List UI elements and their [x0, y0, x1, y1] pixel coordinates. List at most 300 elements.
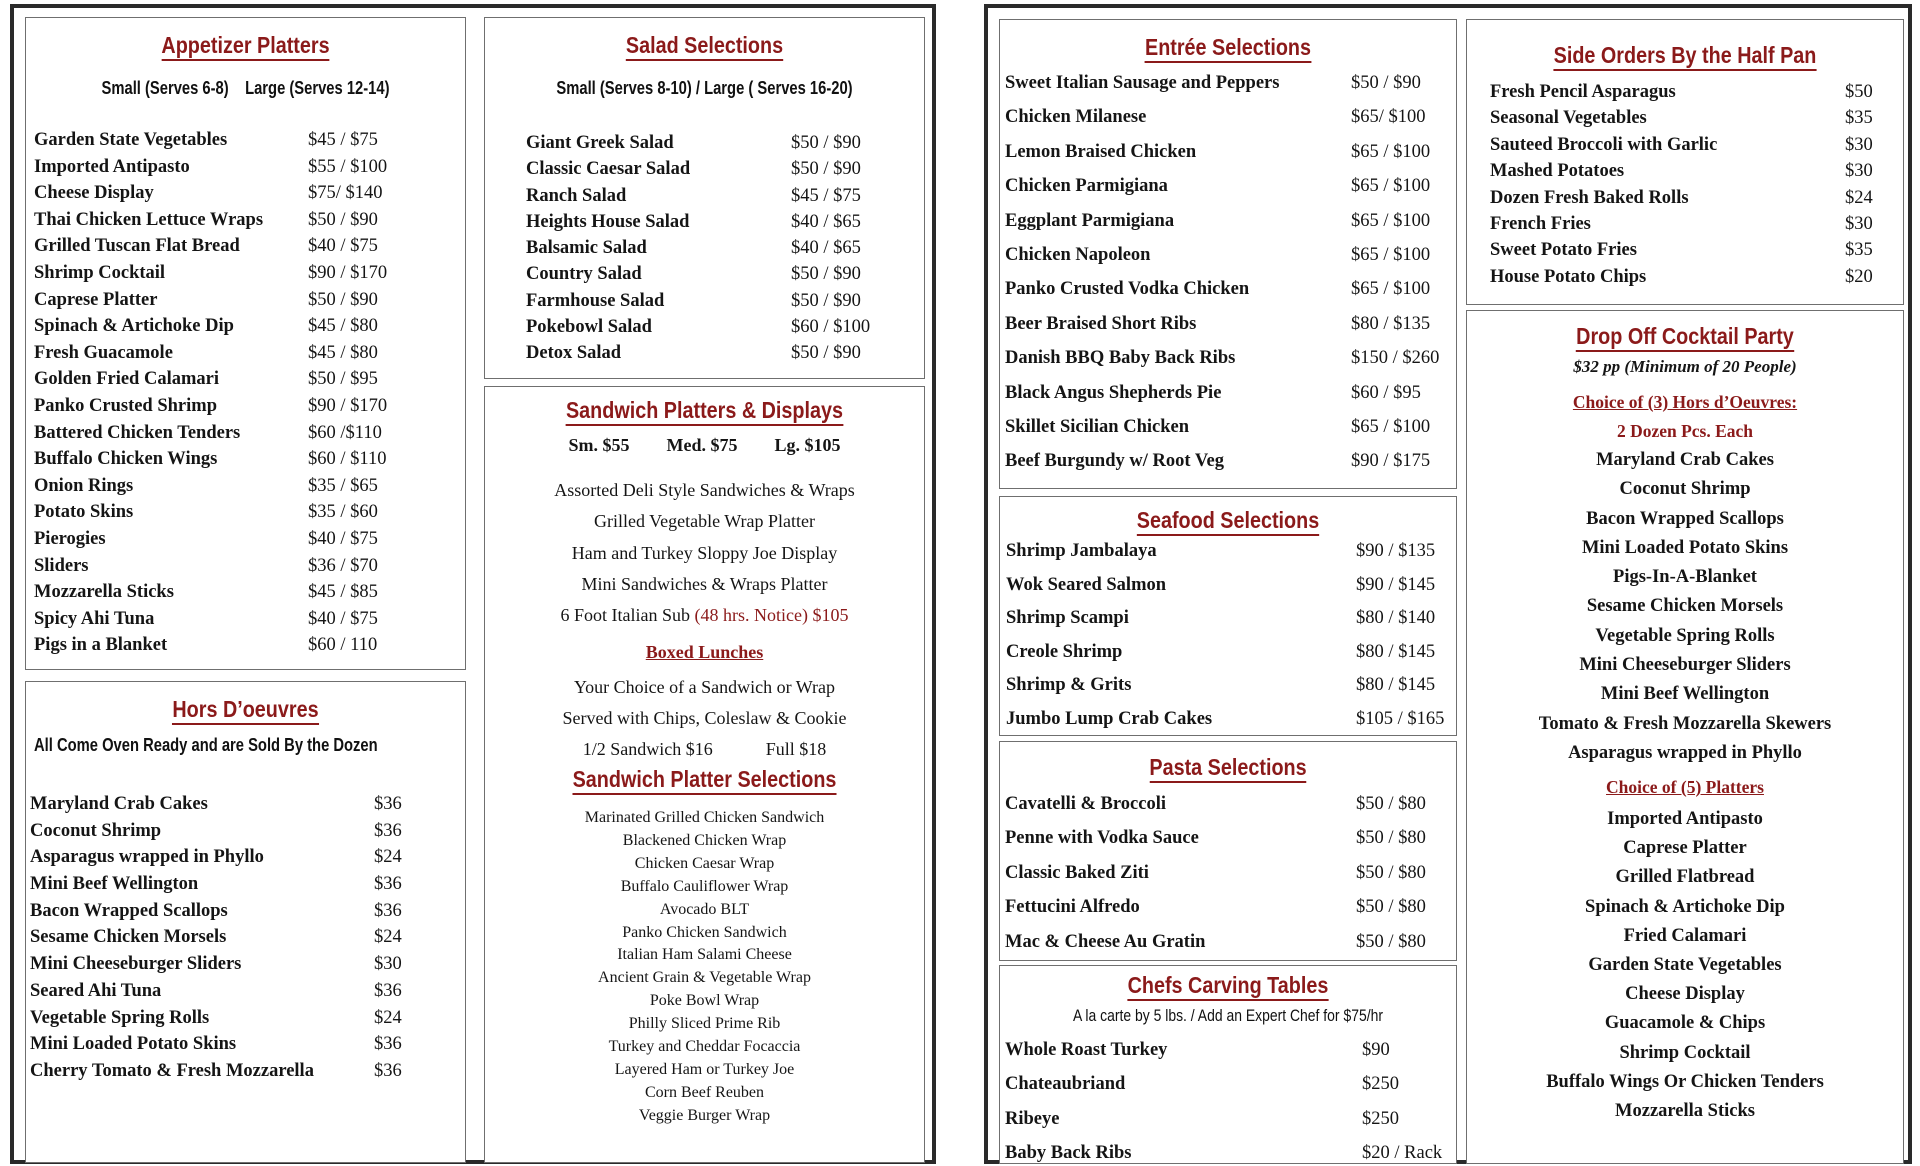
menu-item-price: $105 / $165: [1356, 708, 1445, 729]
sandwich-selection-item: Blackened Chicken Wrap: [622, 831, 787, 849]
menu-item-row: [485, 264, 924, 290]
section-subtitle: Small (Serves 8-10) / Large ( Serves 16-20): [556, 78, 853, 98]
menu-item-price: $50 / $90: [791, 159, 861, 180]
section-title: Entrée Selections: [1032, 34, 1424, 61]
menu-item-row: [1000, 314, 1456, 348]
cocktail-platter-item: Shrimp Cocktail: [1619, 1042, 1751, 1063]
menu-item-row: [26, 1034, 465, 1061]
menu-item-row: [26, 1008, 465, 1035]
menu-item-price: $65 / $100: [1351, 244, 1431, 265]
menu-item-row: [1000, 932, 1456, 961]
menu-item-name: Buffalo Chicken Wings: [34, 449, 218, 470]
menu-item-row: [485, 238, 924, 264]
menu-item-name: Panko Crusted Vodka Chicken: [1005, 279, 1250, 300]
menu-item-row: [26, 396, 465, 423]
cocktail-platter-item: Spinach & Artichoke Dip: [1585, 896, 1785, 917]
section-subtitle: All Come Oven Ready and are Sold By the Dozen: [34, 735, 378, 755]
sandwich-selection-item: Avocado BLT: [659, 900, 750, 918]
menu-item-price: $40 / $75: [308, 608, 378, 629]
menu-item-name: Jumbo Lump Crab Cakes: [1006, 708, 1213, 729]
seafood-list: [1000, 541, 1456, 736]
menu-item-row: [26, 981, 465, 1008]
menu-item-row: [26, 183, 465, 210]
menu-item-price: $50 / $80: [1356, 794, 1426, 814]
menu-item-row: [26, 874, 465, 901]
sandwich-selection-item: Italian Ham Salami Cheese: [617, 946, 792, 964]
menu-item-price: $40 / $65: [791, 238, 861, 259]
menu-item-name: Bacon Wrapped Scallops: [30, 900, 228, 921]
menu-item-price: $45 / $75: [308, 130, 378, 150]
boxed-lunches-heading: Boxed Lunches: [645, 642, 764, 662]
menu-item-row: [1000, 73, 1456, 107]
cocktail-platter-item: Grilled Flatbread: [1615, 867, 1755, 888]
menu-item-price: $20 / Rack: [1362, 1143, 1443, 1164]
menu-item-price: $40 / $65: [791, 211, 861, 232]
section-subtitle: Small (Serves 6-8) Large (Serves 12-14): [101, 78, 390, 98]
menu-item-row: [26, 476, 465, 503]
menu-item-price: $50 / $90: [791, 264, 861, 285]
menu-item-row: [26, 263, 465, 290]
menu-item-name: Potato Skins: [34, 502, 134, 523]
boxed-lunch-prices: 1/2 Sandwich $16 Full $18: [582, 739, 827, 759]
salad-selections-section: [484, 17, 925, 379]
menu-item-row: [1000, 245, 1456, 279]
menu-item-row: [26, 821, 465, 848]
menu-item-row: [1000, 828, 1456, 862]
menu-item-name: Mozzarella Sticks: [34, 582, 174, 603]
menu-item-row: [26, 556, 465, 583]
entree-selections-section: [999, 19, 1457, 489]
display-item: Assorted Deli Style Sandwiches & Wraps: [554, 480, 855, 500]
menu-item-name: Lemon Braised Chicken: [1005, 141, 1197, 162]
menu-item-price: $50 / $90: [308, 209, 378, 230]
menu-item-price: $35 / $60: [308, 502, 378, 523]
menu-item-row: [1000, 675, 1456, 709]
menu-item-price: $36: [374, 900, 402, 921]
menu-item-row: [26, 130, 465, 157]
menu-item-price: $45 / $80: [308, 316, 378, 337]
menu-item-price: $75/ $140: [308, 183, 383, 204]
menu-item-row: [1000, 417, 1456, 451]
sandwich-selection-item: Panko Chicken Sandwich: [622, 923, 787, 941]
menu-item-price: $90 / $170: [308, 395, 388, 416]
menu-item-name: Panko Crusted Shrimp: [34, 395, 217, 416]
menu-item-price: $65/ $100: [1351, 107, 1426, 128]
menu-item-name: Black Angus Shepherds Pie: [1005, 382, 1222, 403]
menu-item-name: Penne with Vodka Sauce: [1005, 828, 1199, 849]
platters-choice-heading: Choice of (5) Platters: [1606, 777, 1764, 797]
menu-item-name: Dozen Fresh Baked Rolls: [1490, 187, 1689, 208]
cocktail-hors-item: Mini Loaded Potato Skins: [1581, 537, 1789, 558]
menu-item-price: $250: [1362, 1074, 1399, 1095]
section-title: Hors D’oeuvres: [57, 696, 435, 723]
menu-item-price: $90 / $145: [1356, 574, 1436, 595]
menu-item-row: [1467, 240, 1903, 266]
menu-item-row: [1000, 575, 1456, 609]
menu-item-row: [1000, 794, 1456, 828]
display-item: Ham and Turkey Sloppy Joe Display: [571, 542, 838, 563]
appetizer-list: [26, 130, 465, 662]
menu-item-price: $50 / $80: [1356, 828, 1426, 849]
menu-item-row: [1000, 211, 1456, 245]
menu-item-price: $36: [374, 1034, 402, 1055]
cocktail-hors-item: Tomato & Fresh Mozzarella Skewers: [1538, 713, 1832, 734]
menu-item-row: [1000, 383, 1456, 417]
menu-item-name: Country Salad: [526, 264, 642, 285]
menu-item-name: Garden State Vegetables: [34, 130, 228, 150]
cocktail-platter-item: Guacamole & Chips: [1604, 1013, 1766, 1034]
menu-item-name: French Fries: [1490, 213, 1591, 234]
menu-item-name: Skillet Sicilian Chicken: [1005, 416, 1190, 437]
menu-item-name: Pokebowl Salad: [526, 317, 652, 338]
chefs-carving-section: [999, 965, 1457, 1164]
menu-item-price: $36: [374, 980, 402, 1001]
menu-item-price: $30: [1845, 134, 1873, 155]
menu-item-name: Sweet Potato Fries: [1490, 240, 1637, 261]
menu-item-name: Danish BBQ Baby Back Ribs: [1005, 348, 1236, 369]
menu-item-name: Balsamic Salad: [526, 238, 647, 259]
menu-item-row: [26, 927, 465, 954]
menu-item-name: Beef Burgundy w/ Root Veg: [1005, 451, 1224, 472]
menu-item-name: Shrimp Cocktail: [34, 262, 166, 283]
menu-item-row: [26, 369, 465, 396]
menu-item-name: Shrimp & Grits: [1006, 675, 1132, 696]
carving-list: [1000, 1040, 1456, 1164]
cocktail-hors-item: Mini Beef Wellington: [1600, 684, 1770, 705]
menu-item-row: [26, 954, 465, 981]
cocktail-platter-item: Buffalo Wings Or Chicken Tenders: [1546, 1071, 1824, 1092]
menu-item-row: [485, 291, 924, 317]
menu-item-name: Baby Back Ribs: [1005, 1143, 1132, 1164]
menu-item-price: $24: [374, 1007, 402, 1028]
menu-item-name: Cheese Display: [34, 183, 154, 204]
menu-item-name: Seared Ahi Tuna: [30, 980, 162, 1001]
menu-item-price: $36: [374, 820, 402, 841]
menu-item-price: $65 / $100: [1351, 176, 1431, 197]
menu-item-name: Giant Greek Salad: [526, 133, 674, 153]
menu-item-name: Cherry Tomato & Fresh Mozzarella: [30, 1060, 314, 1081]
menu-item-name: Pigs in a Blanket: [34, 635, 168, 656]
menu-item-row: [26, 210, 465, 237]
menu-item-name: House Potato Chips: [1490, 266, 1647, 287]
sandwich-selection-item: Layered Ham or Turkey Joe: [614, 1060, 795, 1078]
menu-item-name: Eggplant Parmigiana: [1005, 210, 1175, 231]
menu-item-row: [26, 343, 465, 370]
menu-item-name: Beer Braised Short Ribs: [1005, 313, 1197, 334]
boxed-lunches-details: Your Choice of a Sandwich or Wrap Served with Chips, Coleslaw & Cookie 1/2 Sandwich $16 Full $18: [485, 672, 924, 765]
menu-item-row: [1000, 608, 1456, 642]
menu-item-name: Whole Roast Turkey: [1005, 1040, 1168, 1060]
menu-item-name: Golden Fried Calamari: [34, 369, 219, 390]
section-title: Drop Off Cocktail Party: [1498, 323, 1873, 350]
side-orders-section: [1466, 19, 1904, 305]
menu-item-name: Classic Caesar Salad: [526, 159, 691, 180]
menu-item-price: $50 / $80: [1356, 931, 1426, 952]
section-title: Sandwich Platters & Displays: [516, 397, 894, 424]
menu-item-row: [1467, 188, 1903, 214]
cocktail-hors-item: Coconut Shrimp: [1619, 479, 1751, 500]
menu-item-price: $45 / $80: [308, 342, 378, 363]
menu-item-row: [1000, 1074, 1456, 1108]
menu-page-right: [984, 4, 1912, 1164]
cocktail-platter-item: Cheese Display: [1625, 984, 1745, 1005]
menu-item-row: [485, 343, 924, 369]
menu-item-price: $35: [1845, 240, 1873, 261]
menu-item-name: Shrimp Scampi: [1006, 608, 1129, 629]
menu-item-price: $90 / $170: [308, 262, 388, 283]
menu-item-row: [1000, 642, 1456, 676]
menu-item-price: $50 / $90: [1351, 73, 1421, 93]
menu-item-row: [1000, 348, 1456, 382]
menu-item-row: [26, 236, 465, 263]
sandwich-platters-section: [484, 386, 925, 1163]
menu-item-row: [26, 609, 465, 636]
menu-item-name: Shrimp Jambalaya: [1006, 541, 1157, 561]
menu-item-name: Sesame Chicken Morsels: [30, 927, 227, 948]
menu-item-price: $55 / $100: [308, 156, 388, 177]
cocktail-hors-list: [1467, 446, 1903, 768]
menu-item-name: Thai Chicken Lettuce Wraps: [34, 209, 264, 230]
menu-item-price: $65 / $100: [1351, 210, 1431, 231]
notice-text: (48 hrs. Notice) $105: [694, 605, 849, 626]
seafood-selections-section: [999, 496, 1457, 736]
menu-item-row: [1000, 541, 1456, 575]
menu-item-price: $50 / $90: [791, 290, 861, 311]
menu-item-name: Caprese Platter: [34, 289, 158, 310]
menu-item-price: $60 / $110: [308, 449, 387, 470]
menu-item-price: $250: [1362, 1108, 1399, 1129]
menu-item-price: $65 / $100: [1351, 141, 1431, 162]
menu-item-price: $80 / $145: [1356, 641, 1436, 662]
menu-item-price: $60 / $100: [791, 317, 871, 338]
menu-item-name: Ranch Salad: [526, 185, 627, 206]
menu-item-row: [1000, 1143, 1456, 1164]
section-subtitle: A la carte by 5 lbs. / Add an Expert Chef for $75/hr: [1073, 1006, 1383, 1025]
menu-item-name: Sliders: [34, 555, 89, 576]
menu-item-name: Mini Beef Wellington: [30, 874, 199, 895]
menu-item-name: Chateaubriand: [1005, 1074, 1126, 1095]
menu-item-price: $60 /$110: [308, 422, 382, 443]
price-per-person: $32 pp (Minimum of 20 People): [1573, 357, 1797, 376]
hors-choice-note: 2 Dozen Pcs. Each: [1616, 421, 1754, 441]
menu-item-row: [1467, 267, 1903, 293]
menu-item-price: $45 / $75: [791, 185, 861, 206]
menu-item-name: Chicken Milanese: [1005, 107, 1147, 128]
section-title: Pasta Selections: [1032, 754, 1424, 781]
appetizer-platters-section: [25, 17, 466, 670]
menu-item-name: Grilled Tuscan Flat Bread: [34, 236, 240, 257]
section-title: Chefs Carving Tables: [1032, 972, 1424, 999]
menu-item-price: $35 / $65: [308, 475, 378, 496]
menu-item-name: Fresh Guacamole: [34, 342, 173, 363]
menu-item-price: $20: [1845, 266, 1873, 287]
menu-item-name: Cavatelli & Broccoli: [1005, 794, 1166, 814]
menu-item-row: [1000, 1109, 1456, 1143]
menu-item-row: [1000, 897, 1456, 931]
menu-item-name: Spinach & Artichoke Dip: [34, 316, 234, 337]
hors-doeuvres-section: [25, 681, 466, 1163]
menu-item-row: [1467, 82, 1903, 108]
menu-item-name: Farmhouse Salad: [526, 290, 665, 311]
menu-item-row: [1467, 161, 1903, 187]
menu-item-name: Creole Shrimp: [1006, 641, 1123, 662]
menu-item-row: [26, 529, 465, 556]
sandwich-displays-list: [485, 475, 924, 631]
menu-item-name: Imported Antipasto: [34, 156, 190, 177]
menu-item-name: Fettucini Alfredo: [1005, 897, 1140, 918]
menu-item-name: Coconut Shrimp: [30, 820, 162, 841]
menu-item-name: Battered Chicken Tenders: [34, 422, 241, 443]
cocktail-platter-item: Fried Calamari: [1623, 925, 1747, 946]
menu-item-row: [26, 316, 465, 343]
menu-item-row: [1000, 279, 1456, 313]
menu-item-row: [1467, 214, 1903, 240]
pasta-selections-section: [999, 741, 1457, 961]
menu-item-price: $40 / $75: [308, 236, 378, 257]
menu-item-row: [26, 157, 465, 184]
menu-item-name: Mac & Cheese Au Gratin: [1005, 931, 1206, 952]
menu-item-row: [1000, 1040, 1456, 1074]
sandwich-selection-item: Buffalo Cauliflower Wrap: [620, 877, 789, 895]
menu-item-price: $35: [1845, 108, 1873, 129]
side-orders-list: [1467, 82, 1903, 293]
menu-item-name: Chicken Napoleon: [1005, 244, 1151, 265]
sandwich-sizes: [485, 435, 924, 456]
menu-item-price: $90: [1362, 1040, 1390, 1060]
cocktail-hors-item: Sesame Chicken Morsels: [1586, 596, 1784, 617]
cocktail-hors-item: Maryland Crab Cakes: [1596, 450, 1774, 470]
menu-item-price: $65 / $100: [1351, 416, 1431, 437]
cocktail-hors-item: Bacon Wrapped Scallops: [1586, 508, 1784, 529]
menu-item-name: Classic Baked Ziti: [1005, 862, 1149, 883]
menu-item-row: [26, 449, 465, 476]
menu-item-name: Asparagus wrapped in Phyllo: [30, 847, 264, 868]
menu-item-name: Wok Seared Salmon: [1006, 574, 1167, 595]
section-title: Seafood Selections: [1032, 507, 1424, 534]
menu-item-price: $80 / $145: [1356, 675, 1436, 696]
menu-item-price: $24: [374, 927, 402, 948]
menu-item-name: Ribeye: [1005, 1108, 1060, 1129]
menu-item-price: $50: [1845, 82, 1873, 102]
menu-item-row: [485, 159, 924, 185]
section-title: Appetizer Platters: [57, 32, 435, 59]
sandwich-selection-item: Ancient Grain & Vegetable Wrap: [598, 969, 811, 987]
cocktail-platter-item: Caprese Platter: [1623, 838, 1747, 859]
size-medium: Med. $75: [666, 435, 738, 455]
menu-item-price: $80 / $135: [1351, 313, 1431, 334]
sandwich-selection-item: Marinated Grilled Chicken Sandwich: [584, 809, 825, 826]
menu-item-row: [26, 847, 465, 874]
sandwich-selections-list: [485, 807, 924, 1128]
sandwich-selections-title: Sandwich Platter Selections: [516, 766, 894, 793]
menu-item-name: Sauteed Broccoli with Garlic: [1490, 134, 1718, 155]
menu-item-row: [1000, 863, 1456, 897]
menu-item-price: $45 / $85: [308, 582, 378, 603]
menu-item-price: $50 / $90: [791, 343, 861, 364]
salad-list: [485, 133, 924, 370]
menu-item-name: Vegetable Spring Rolls: [30, 1007, 210, 1028]
display-item: Grilled Vegetable Wrap Platter: [593, 511, 816, 532]
menu-item-price: $30: [1845, 161, 1873, 182]
hors-choice-heading: Choice of (3) Hors d’Oeuvres:: [1572, 392, 1798, 412]
section-title: Side Orders By the Half Pan: [1498, 42, 1873, 69]
menu-item-row: [26, 582, 465, 609]
cocktail-platter-item: Mozzarella Sticks: [1615, 1101, 1755, 1122]
menu-item-price: $36: [374, 1060, 402, 1081]
cocktail-party-section: [1466, 310, 1904, 1164]
menu-item-row: [1000, 176, 1456, 210]
menu-item-price: $80 / $140: [1356, 608, 1436, 629]
menu-item-name: Heights House Salad: [526, 211, 690, 232]
menu-item-price: $50 / $90: [308, 289, 378, 310]
sandwich-selection-item: Turkey and Cheddar Focaccia: [608, 1038, 801, 1056]
menu-item-price: $36 / $70: [308, 555, 378, 576]
menu-item-row: [1000, 142, 1456, 176]
menu-item-row: [26, 290, 465, 317]
menu-item-row: [485, 133, 924, 159]
menu-item-price: $30: [374, 954, 402, 975]
size-small: Sm. $55: [568, 435, 630, 455]
menu-item-row: [485, 212, 924, 238]
menu-item-name: Chicken Parmigiana: [1005, 176, 1168, 197]
sandwich-selection-item: Chicken Caesar Wrap: [634, 854, 775, 872]
menu-item-name: Detox Salad: [526, 343, 622, 364]
menu-item-price: $50 / $90: [791, 133, 861, 153]
menu-item-price: $65 / $100: [1351, 279, 1431, 300]
menu-item-price: $50 / $80: [1356, 897, 1426, 918]
cocktail-hors-item: Pigs-In-A-Blanket: [1613, 567, 1757, 588]
menu-item-price: $60 / 110: [308, 635, 378, 656]
display-item-italian-sub: 6 Foot Italian Sub (48 hrs. Notice) $105: [560, 605, 849, 626]
cocktail-hors-item: Vegetable Spring Rolls: [1595, 625, 1775, 646]
menu-item-name: Mini Cheeseburger Sliders: [30, 954, 242, 975]
menu-item-name: Spicy Ahi Tuna: [34, 608, 155, 629]
menu-item-name: Pierogies: [34, 528, 106, 549]
menu-item-name: Onion Rings: [34, 475, 134, 496]
menu-item-row: [1000, 107, 1456, 141]
menu-item-row: [485, 186, 924, 212]
menu-item-price: $40 / $75: [308, 528, 378, 549]
entree-list: [1000, 73, 1456, 486]
menu-item-row: [1000, 451, 1456, 485]
menu-item-name: Fresh Pencil Asparagus: [1490, 82, 1676, 102]
section-title: Salad Selections: [516, 32, 894, 59]
menu-item-name: Mashed Potatoes: [1490, 161, 1625, 182]
menu-item-row: [26, 635, 465, 662]
sandwich-selection-item: Philly Sliced Prime Rib: [628, 1015, 781, 1033]
menu-item-price: $36: [374, 794, 402, 814]
menu-item-price: $90 / $175: [1351, 451, 1431, 472]
menu-item-price: $90 / $135: [1356, 541, 1436, 561]
menu-item-row: [26, 901, 465, 928]
cocktail-platter-item: Imported Antipasto: [1607, 809, 1763, 829]
menu-item-name: Mini Loaded Potato Skins: [30, 1034, 237, 1055]
menu-item-price: $30: [1845, 213, 1873, 234]
cocktail-platters-list: [1467, 805, 1903, 1126]
menu-item-price: $24: [374, 847, 402, 868]
sandwich-selection-item: Corn Beef Reuben: [644, 1083, 765, 1101]
menu-item-price: $150 / $260: [1351, 348, 1440, 369]
menu-item-price: $50 / $95: [308, 369, 378, 390]
menu-item-price: $36: [374, 874, 402, 895]
size-large: Lg. $105: [774, 435, 841, 455]
menu-item-row: [1000, 709, 1456, 736]
pasta-list: [1000, 794, 1456, 961]
cocktail-hors-item: Mini Cheeseburger Sliders: [1579, 655, 1791, 676]
menu-item-row: [1467, 108, 1903, 134]
cocktail-platter-item: Garden State Vegetables: [1588, 955, 1782, 976]
menu-page-left: [10, 4, 936, 1164]
